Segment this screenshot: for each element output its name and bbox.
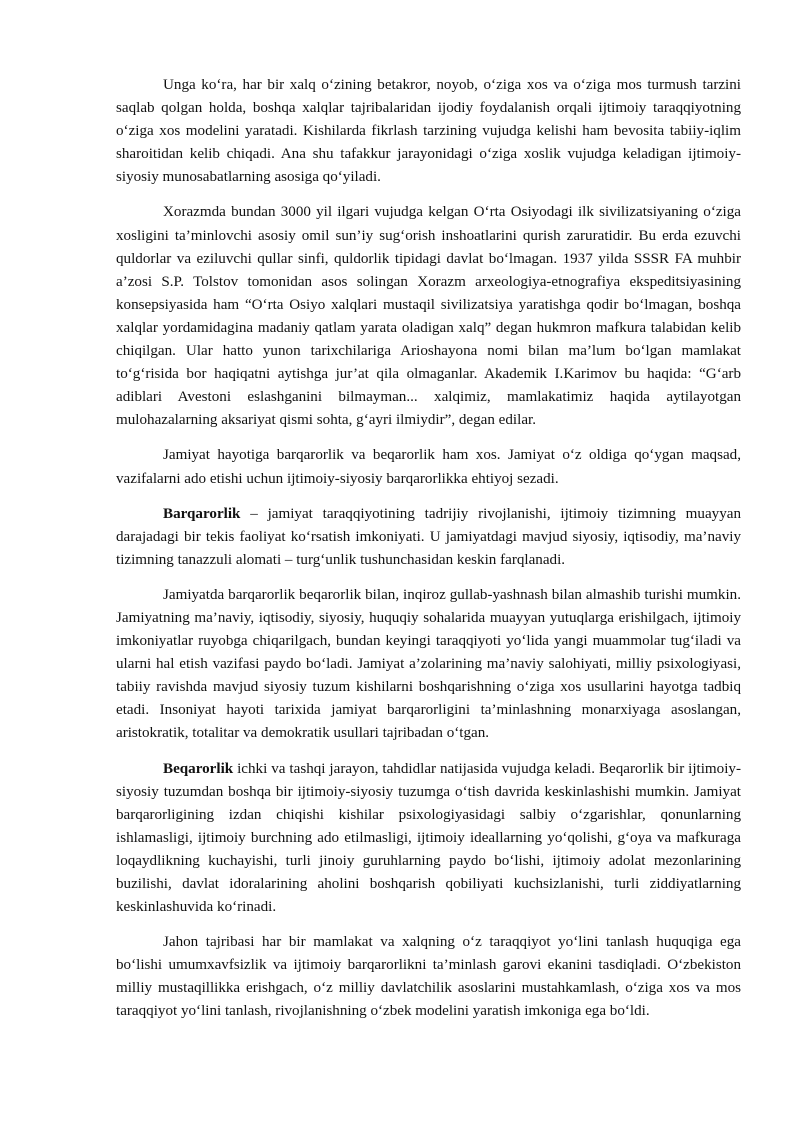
paragraph-1 [116, 74, 741, 189]
paragraph-text: Unga ko‘ra, har bir xalq o‘zining betakror, noyob, o‘ziga xos va o‘ziga mos turmush tarzini saqlab qolgan holda, boshqa xalqlar tajribalaridan ijodiy foydalanish orqali ijtimoiy taraqqiyotning o‘ziga xos modelini yaratadi. Kishilarda fikrlash tarzining vujudga kelishi ham bevosita tabiiy-iqlim sharoitidan kelib chiqadi. Ana shu tafakkur jarayonidagi o‘ziga xoslik vujudga keladigan ijtimoiy-siyosiy munosabatlarning asosiga qo‘yiladi. [116, 77, 741, 186]
paragraph-text: Jamiyat hayotiga barqarorlik va beqarorlik ham xos. Jamiyat o‘z oldiga qo‘ygan maqsad, vazifalarni ado etishi uchun ijtimoiy-siyosiy barqarorlikka ehtiyoj sezadi. [116, 447, 741, 487]
paragraph-text: Jamiyatda barqarorlik beqarorlik bilan, inqiroz gullab-yashnash bilan almashib turishi mumkin. Jamiyatning ma’naviy, iqtisodiy, siyosiy, huquqiy sohalarida muayyan yutuqlarga erishilgach, ijtimoiy imkoniyatlar ruyobga chiqarilgach, bundan keyingi taraqqiyoti yo‘lida yangi muammolar tug‘iladi va ularni hal etish vazifasi paydo bo‘ladi. Jamiyat a’zolarining ma’naviy salohiyati, milliy psixologiyasi, tabiiy ravishda mavjud siyosiy tuzum kishilarni boshqarishning o‘ziga xos usullarini hayotga tadbiq etadi. Insoniyat hayoti tarixida jamiyat barqarorligini ta’minlashning monarxiyaga asoslangan, aristokratik, totalitar va demokratik usullari tajribadan o‘tgan. [116, 586, 741, 742]
paragraph-text: ichki va tashqi jarayon, tahdidlar natijasida vujudga keladi. Beqarorlik bir ijtimoiy-siyosiy tuzumdan boshqa bir ijtimoiy-siyosiy tuzumga o‘tish davrida keskinlashishi mumkin. Jamiyat barqarorligining izdan chiqishi kishilar psixologiyasidagi salbiy o‘zgarishlar, qonunlarning ishlamasligi, ijtimoiy burchning ado etilmasligi, ijtimoiy ideallarning yo‘qolishi, g‘oya va mafkuraga loqaydlikning kuchayishi, turli jinoiy guruhlarning paydo bo‘lishi, ijtimoiy adolat mezonlarining buzilishi, davlat idoralarining aholini boshqarish qobiliyati kuchsizlanishi, turli ziddiyatlarning keskinlashuvida ko‘rinadi. [116, 760, 741, 916]
paragraph-4-barqarorlik [116, 503, 741, 572]
document-body [116, 74, 741, 1036]
paragraph-term: Barqarorlik [163, 505, 241, 522]
paragraph-3 [116, 444, 741, 490]
paragraph-text: Jahon tajribasi har bir mamlakat va xalqning o‘z taraqqiyot yo‘lini tanlash huquqiga ega bo‘lishi umumxavfsizlik va ijtimoiy barqarorlikni ta’minlash garovi ekanini tasdiqladi. O‘zbekiston milliy mustaqillikka erishgach, o‘z milliy davlatchilik asoslarini mustahkamlash, o‘ziga xos va mos taraqqiyot yo‘lini tanlash, rivojlanishning o‘zbek modelini yaratish imkoniga ega bo‘ldi. [116, 934, 741, 1020]
paragraph-term: Beqarorlik [163, 760, 234, 777]
paragraph-2 [116, 201, 741, 432]
paragraph-7 [116, 931, 741, 1023]
paragraph-5 [116, 584, 741, 746]
paragraph-6-beqarorlik [116, 758, 741, 920]
paragraph-text: Xorazmda bundan 3000 yil ilgari vujudga kelgan O‘rta Osiyodagi ilk sivilizatsiyaning o‘ziga xosligini ta’minlovchi asosiy omil sun’iy sug‘orish inshoatlarini qurish zaruratidir. Bu erda ezuvchi quldorlar va eziluvchi qullar sinfi, quldorlik tipidagi davlat bo‘lmagan. 1937 yilda SSSR FA muhbir a’zosi S.P. Tolstov tomonidan asos solingan Xorazm arxeologiya-etnografiya ekspeditsiyasining konsepsiyasida ham “O‘rta Osiyo xalqlari mustaqil sivilizatsiya yaratishga qodir bo‘lmagan, boshqa xalqlar yordamidagina madaniy qatlam yarata oladigan xalq” degan hukmron mafkura talabidan kelib chiqilgan. Ular hatto yunon tarixchilariga Arioshayona nomi bilan ma’lum bo‘lgan mamlakat to‘g‘risida bor haqiqatni aytishga jur’at qila olmaganlar. Akademik I.Karimov bu haqida: “G‘arb adiblari Avestoni eslashganini bilmayman... xalqimiz, mamlakatimiz haqida aytilayotgan mulohazalarning aksariyat qismi sohta, g‘ayri ilmiydir”, degan edilar. [116, 204, 741, 429]
paragraph-text: – jamiyat taraqqiyotining tadrijiy rivojlanishi, ijtimoiy tizimning muayyan darajadagi bir tekis faoliyat ko‘rsatish imkoniyati. U jamiyatdagi mavjud siyosiy, iqtisodiy, ma’naviy tizimning tanazzuli alomati – turg‘unlik tushunchasidan keskin farqlanadi. [116, 505, 741, 568]
